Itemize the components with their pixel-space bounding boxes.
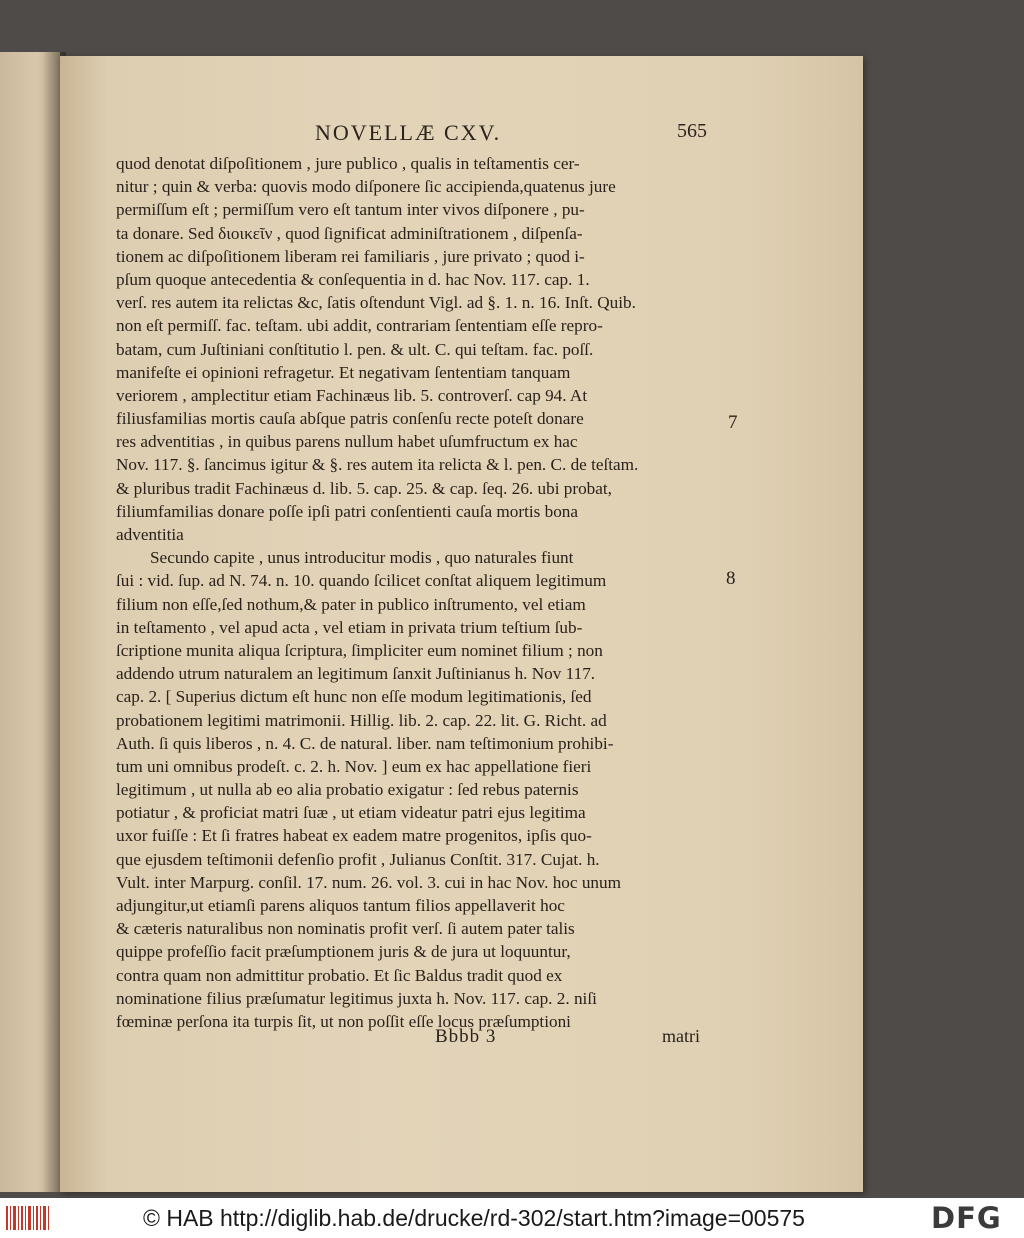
dfg-logo: DFG <box>931 1201 1002 1235</box>
text-line: & cæteris naturalibus non nominatis profit verſ. ſi autem pater talis <box>116 919 575 939</box>
text-line: quippe profeſſio facit præſumptionem juris & de jura ut loquuntur, <box>116 942 571 962</box>
text-line: permiſſum eſt ; permiſſum vero eſt tantum inter vivos diſponere , pu- <box>116 200 585 220</box>
text-line: tum uni omnibus prodeſt. c. 2. h. Nov. ] eum ex hac appellatione fieri <box>116 756 592 776</box>
text-line: veriorem , amplectitur etiam Fachinæus lib. 5. controverſ. cap 94. At <box>116 385 588 405</box>
text-line: pſum quoque antecedentia & conſequentia in d. hac Nov. 117. cap. 1. <box>116 269 590 289</box>
footer-bar <box>0 1198 1024 1238</box>
text-line: que ejusdem teſtimonii defenſio profit , Julianus Conſtit. 317. Cujat. h. <box>116 849 600 869</box>
text-line: filiumfamilias donare poſſe ipſi patri conſentienti cauſa mortis bona <box>116 501 579 521</box>
copyright-url[interactable]: © HAB http://diglib.hab.de/drucke/rd-302/start.htm?image=00575 <box>143 1205 805 1231</box>
text-line: nominatione filius præſumatur legitimus juxta h. Nov. 117. cap. 2. niſi <box>116 988 597 1008</box>
text-line: legitimum , ut nulla ab eo alia probatio exigatur : ſed rebus paternis <box>116 780 579 800</box>
text-line: quod denotat diſpoſitionem , jure publico , qualis in teſtamentis cer- <box>116 154 580 173</box>
text-line: tionem ac diſpoſitionem liberam rei familiaris , jure privato ; quod i- <box>116 246 585 266</box>
text-line: in teſtamento , vel apud acta , vel etiam in privata trium teſtium ſub- <box>116 617 583 637</box>
margin-number: 7 <box>728 412 738 433</box>
text-line: filiusfamilias mortis cauſa abſque patris conſenſu recte poteſt donare <box>116 409 584 429</box>
text-line: probationem legitimi matrimonii. Hillig. lib. 2. cap. 22. lit. G. Richt. ad <box>116 710 607 730</box>
catchword: matri <box>662 1026 700 1046</box>
text-line: adventitia <box>116 525 184 544</box>
text-line: ſcriptione munita aliqua ſcriptura, ſimpliciter eum nominet filium ; non <box>116 640 603 660</box>
text-line: res adventitias , in quibus parens nullum habet uſumfructum ex hac <box>116 432 578 452</box>
text-line: verſ. res autem ita relictas &c, ſatis oſtendunt Vigl. ad §. 1. n. 16. Inſt. Quib. <box>116 293 636 313</box>
text-line: cap. 2. [ Superius dictum eſt hunc non eſſe modum legitimationis, ſed <box>116 687 592 707</box>
text-line: Nov. 117. §. ſancimus igitur & §. res autem ita relicta & l. pen. C. de teſtam. <box>116 455 639 475</box>
text-line: uxor fuiſſe : Et ſi fratres habeat ex eadem matre progenitos, ipſis quo- <box>116 826 592 846</box>
page-number: 565 <box>677 120 707 142</box>
text-line: non eſt permiſſ. fac. teſtam. ubi addit, contrariam ſententiam eſſe repro- <box>116 316 603 336</box>
text-line: Secundo capite , unus introducitur modis , quo naturales fiunt <box>150 548 574 568</box>
text-line: ta donare. Sed διοικεῖν , quod ſignificat adminiſtrationem , diſpenſa- <box>116 223 583 243</box>
barcode-icon <box>6 1204 50 1232</box>
text-line: & pluribus tradit Fachinæus d. lib. 5. cap. 25. & cap. ſeq. 26. ubi probat, <box>116 478 612 498</box>
text-line: contra quam non admittitur probatio. Et ſic Baldus tradit quod ex <box>116 965 563 985</box>
signature-mark: Bbbb 3 <box>435 1026 497 1047</box>
margin-number: 8 <box>726 568 736 589</box>
book-page <box>60 56 863 1192</box>
text-line: filium non eſſe,ſed nothum,& pater in publico inſtrumento, vel etiam <box>116 594 586 614</box>
text-line: manifeſte ei opinioni refragetur. Et negativam ſententiam tanquam <box>116 362 571 382</box>
text-line: Vult. inter Marpurg. conſil. 17. num. 26. vol. 3. cui in hac Nov. hoc unum <box>116 872 621 892</box>
running-title: NOVELLÆ CXV. <box>315 120 502 145</box>
text-line: potiatur , & proficiat matri ſuæ , ut etiam videatur patri ejus legitima <box>116 803 586 823</box>
body-text <box>116 152 716 1033</box>
text-line: Auth. ſi quis liberos , n. 4. C. de natural. liber. nam teſtimonium prohibi- <box>116 733 614 753</box>
text-line: nitur ; quin & verba: quovis modo diſponere ſic accipienda,quatenus jure <box>116 177 616 197</box>
text-line: adjungitur,ut etiamſi parens aliquos tantum filios appellaverit hoc <box>116 896 565 915</box>
running-head <box>60 120 863 148</box>
text-line: batam, cum Juſtiniani conſtitutio l. pen. & ult. C. qui teſtam. fac. poſſ. <box>116 339 594 359</box>
text-line: fœminæ perſona ita turpis ſit, ut non poſſit eſſe locus præſumptioni <box>116 1011 571 1031</box>
text-line: addendo utrum naturalem an legitimum ſanxit Juſtinianus h. Nov 117. <box>116 664 596 684</box>
text-line: ſui : vid. ſup. ad N. 74. n. 10. quando ſcilicet conſtat aliquem legitimum <box>116 571 607 591</box>
